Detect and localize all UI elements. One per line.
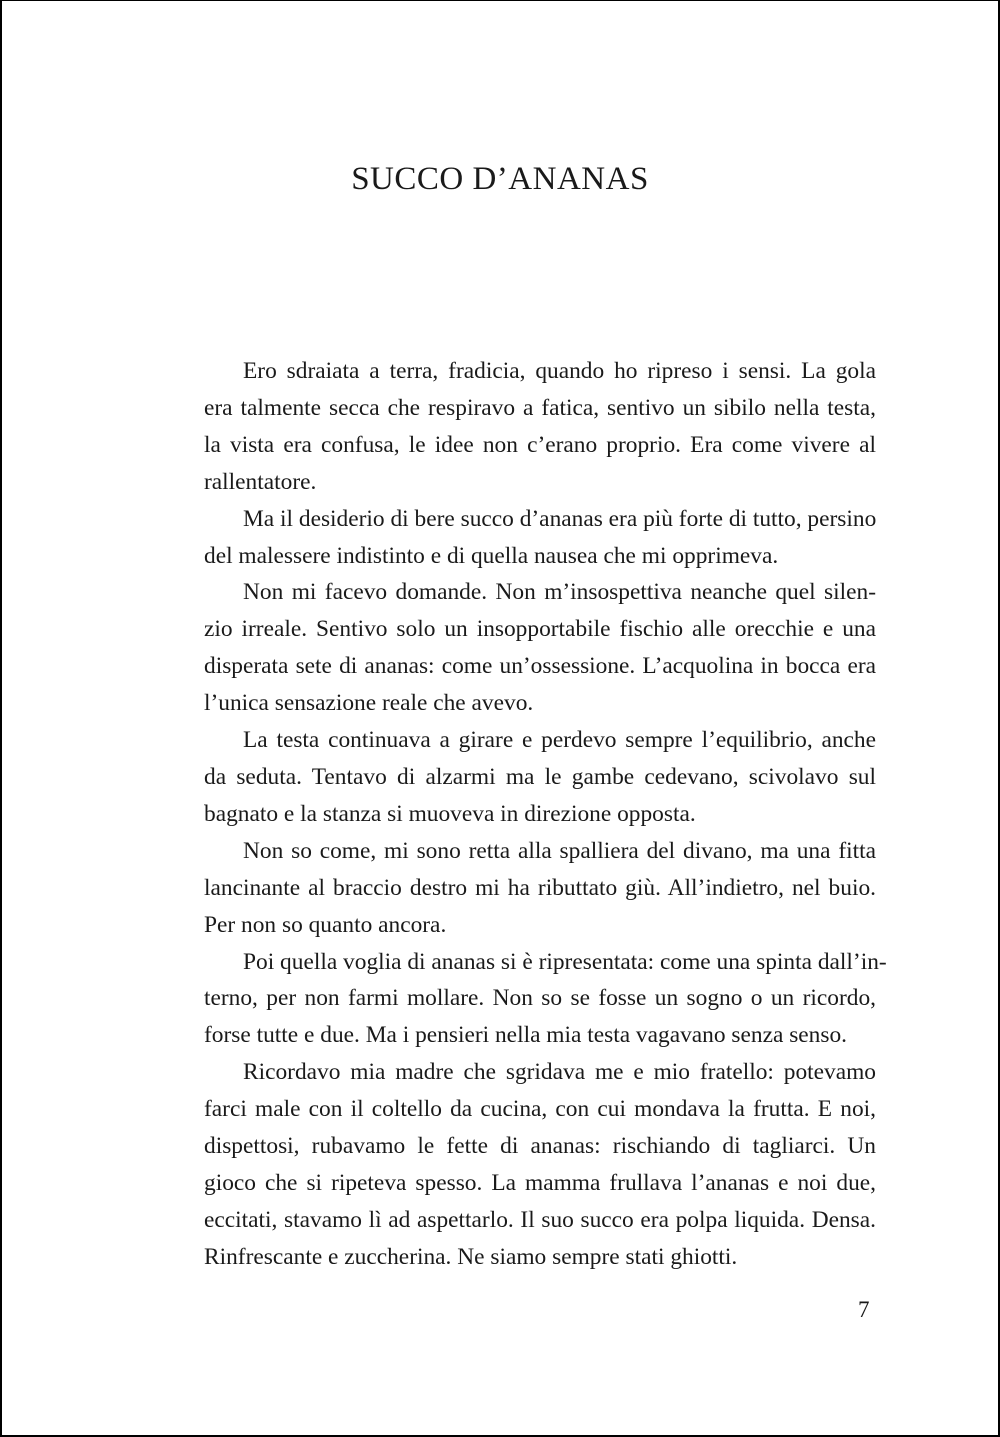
text-line: gioco che si ripeteva spesso. La mamma frullava l’ananas e noi due,: [204, 1169, 876, 1196]
text-line: lancinante al braccio destro mi ha ributtato giù. All’indietro, nel buio.: [204, 874, 876, 901]
paragraph: [165, 353, 876, 501]
chapter-body: [165, 353, 887, 1276]
text-line: Ma il desiderio di bere succo d’ananas era più forte di tutto, persino: [243, 505, 877, 532]
text-line: terno, per non farmi mollare. Non so se fosse un sogno o un ricordo,: [204, 985, 876, 1012]
text-line: disperata sete di ananas: come un’ossessione. L’acquolina in bocca era: [204, 653, 876, 680]
page-number: 7: [858, 1297, 870, 1322]
paragraph: [165, 944, 887, 1055]
text-line: Per non so quanto ancora.: [204, 911, 447, 938]
text-line: Ricordavo mia madre che sgridava me e mio fratello: potevamo: [243, 1059, 876, 1086]
paragraph: [165, 501, 876, 575]
text-line: eccitati, stavamo lì ad aspettarlo. Il suo succo era polpa liquida. Densa.: [204, 1206, 876, 1233]
text-line: La testa continuava a girare e perdevo sempre l’equilibrio, anche: [243, 727, 876, 754]
text-line: Non mi facevo domande. Non m’insospettiva neanche quel silen-: [243, 579, 876, 606]
text-line: Rinfrescante e zuccherina. Ne siamo sempre stati ghiotti.: [204, 1243, 738, 1270]
text-line: era talmente secca che respiravo a fatica, sentivo un sibilo nella testa,: [204, 394, 876, 421]
text-line: dispettosi, rubavamo le fette di ananas: rischiando di tagliarci. Un: [204, 1133, 876, 1160]
text-line: Non so come, mi sono retta alla spalliera del divano, ma una fitta: [243, 837, 876, 864]
text-line: Poi quella voglia di ananas si è ripresentata: come una spinta dall’in-: [243, 948, 887, 975]
paragraph: [165, 574, 876, 722]
text-line: forse tutte e due. Ma i pensieri nella mia testa vagavano senza senso.: [204, 1022, 848, 1049]
paragraph: [165, 1054, 876, 1275]
paragraph: [165, 833, 876, 944]
text-line: la vista era confusa, le idee non c’erano proprio. Era come vivere al: [204, 431, 876, 458]
text-line: Ero sdraiata a terra, fradicia, quando ho ripreso i sensi. La gola: [243, 358, 876, 384]
text-line: bagnato e la stanza si muoveva in direzione opposta.: [204, 800, 696, 827]
text-line: rallentatore.: [204, 468, 317, 495]
text-line: l’unica sensazione reale che avevo.: [204, 690, 534, 717]
text-line: del malessere indistinto e di quella nausea che mi opprimeva.: [204, 542, 779, 569]
paragraph: [165, 722, 876, 833]
text-line: da seduta. Tentavo di alzarmi ma le gambe cedevano, scivolavo sul: [204, 763, 876, 790]
chapter-title: SUCCO D’ANANAS: [351, 161, 649, 197]
text-line: zio irreale. Sentivo solo un insopportabile fischio alle orecchie e una: [204, 616, 876, 643]
text-line: farci male con il coltello da cucina, con cui mondava la frutta. E noi,: [204, 1096, 876, 1123]
